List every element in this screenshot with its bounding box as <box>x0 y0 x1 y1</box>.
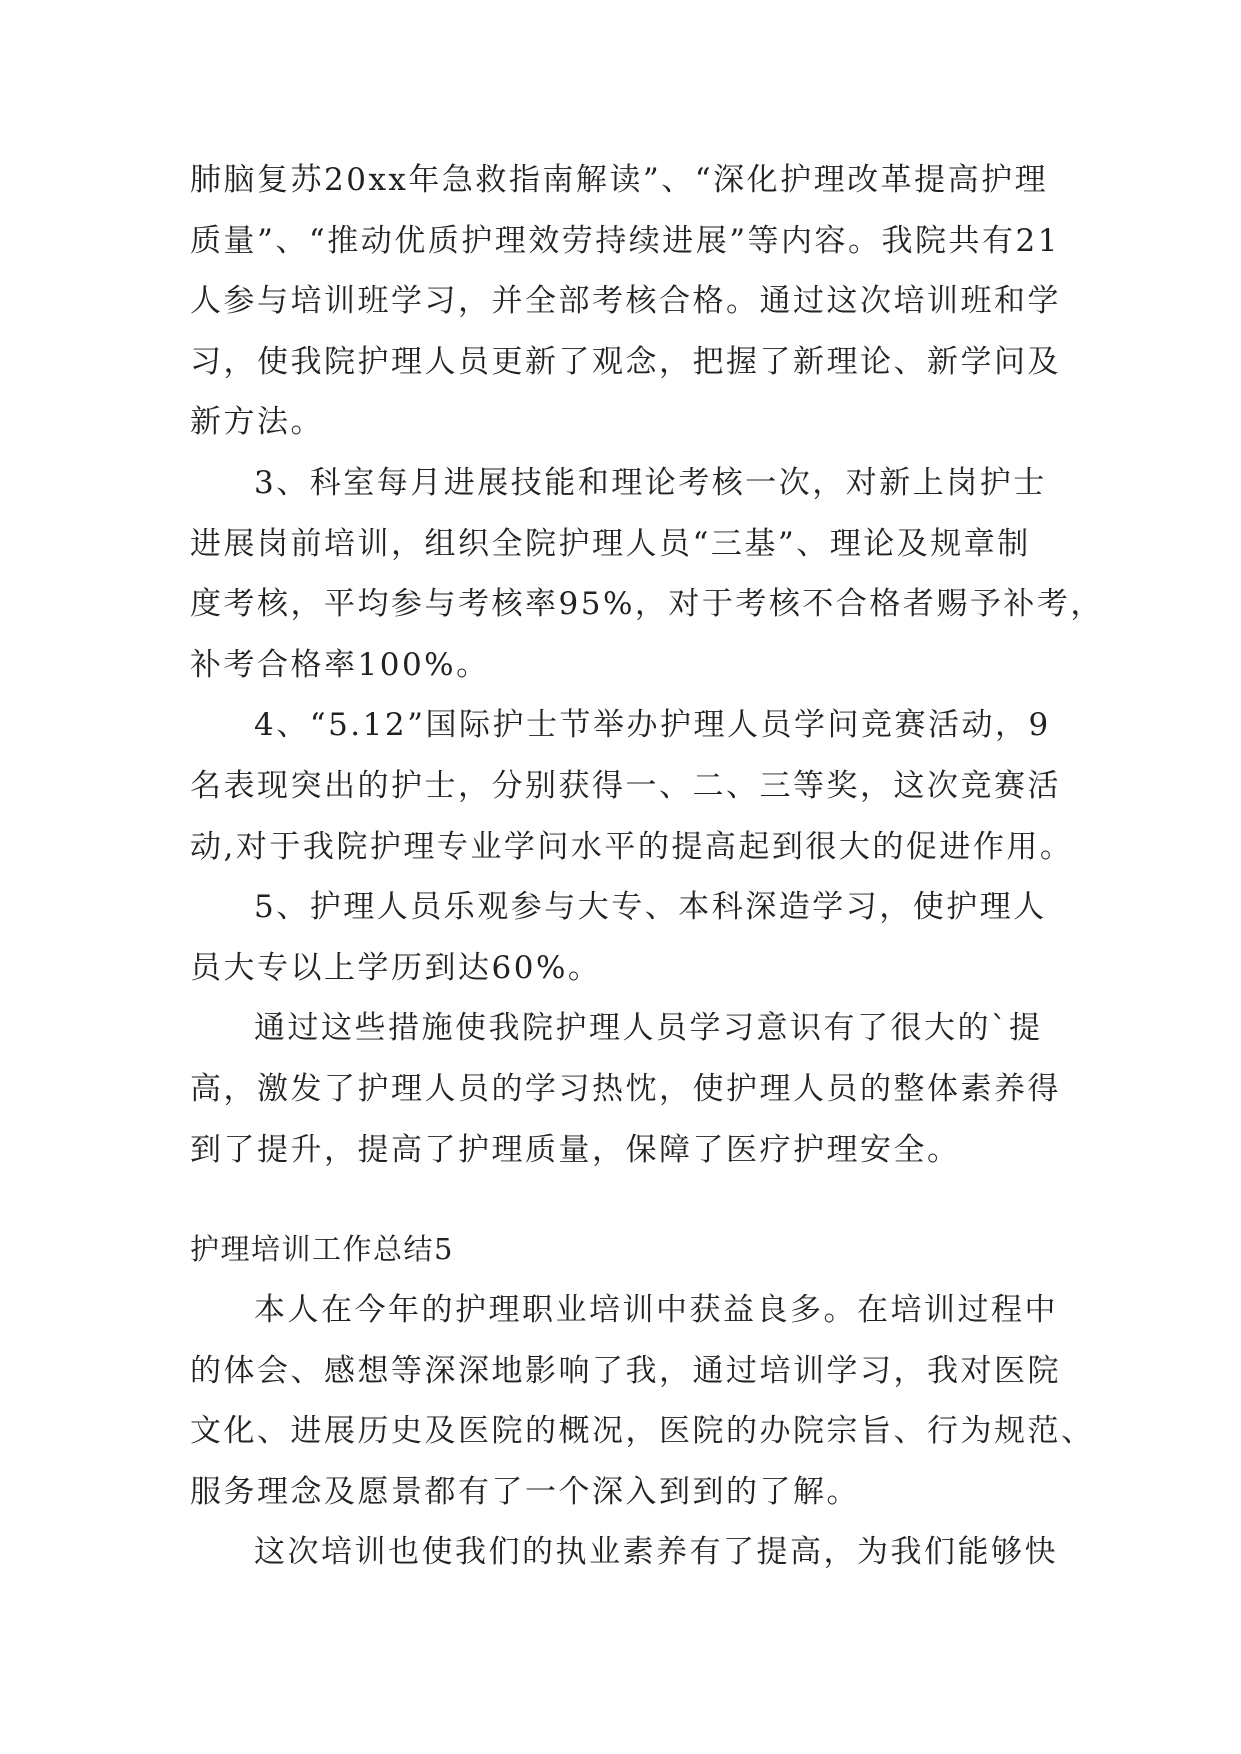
text-line: 人参与培训班学习，并全部考核合格。通过这次培训班和学 <box>190 283 1061 320</box>
text-line: 本人在今年的护理职业培训中获益良多。在培训过程中 <box>254 1292 1058 1329</box>
text-line: 5、护理人员乐观参与大专、本科深造学习，使护理人 <box>254 889 1047 926</box>
text-line: 的体会、感想等深深地影响了我，通过培训学习，我对医院 <box>190 1352 1061 1389</box>
text-line: 进展岗前培训，组织全院护理人员“三基”、理论及规章制 <box>190 525 1031 562</box>
paragraph-item-4 <box>190 695 1074 877</box>
text-line: 员大专以上学历到达60%。 <box>190 949 602 986</box>
text-line: 到了提升，提高了护理质量，保障了医疗护理安全。 <box>190 1131 961 1168</box>
text-line: 3、科室每月进展技能和理论考核一次，对新上岗护士 <box>254 464 1047 501</box>
text-line: 新方法。 <box>190 404 324 441</box>
text-line: 通过这些措施使我院护理人员学习意识有了很大的`提 <box>254 1010 1043 1047</box>
text-line: 高，激发了护理人员的学习热忱，使护理人员的整体素养得 <box>190 1070 1061 1107</box>
text-line: 4、“5.12”国际护士节举办护理人员学问竞赛活动，9 <box>254 707 1051 744</box>
text-line: 这次培训也使我们的执业素养有了提高，为我们能够快 <box>254 1534 1058 1571</box>
text-line: 补考合格率100%。 <box>190 646 490 683</box>
text-line: 服务理念及愿景都有了一个深入到到的了解。 <box>190 1473 860 1510</box>
paragraph-training-content <box>190 150 1070 453</box>
text-line: 动,对于我院护理专业学问水平的提高起到很大的促进作用。 <box>190 828 1074 865</box>
text-line: 习，使我院护理人员更新了观念，把握了新理论、新学问及 <box>190 343 1061 380</box>
text-line: 度考核，平均参与考核率95%，对于考核不合格者赐予补考， <box>190 586 1104 623</box>
text-line: 名表现突出的护士，分别获得一、二、三等奖，这次竞赛活 <box>190 767 1061 804</box>
section-gap <box>190 1180 1070 1224</box>
paragraph-conclusion <box>190 998 1070 1180</box>
text-line: 文化、进展历史及医院的概况，医院的办院宗旨、行为规范、 <box>190 1413 1095 1450</box>
paragraph-section5-intro <box>190 1280 1095 1522</box>
paragraph-item-5 <box>190 877 1070 998</box>
text-line: 质量”、“推动优质护理效劳持续进展”等内容。我院共有21 <box>190 222 1060 259</box>
document-body <box>190 150 1104 1583</box>
paragraph-item-3 <box>190 453 1104 695</box>
paragraph-section5-second <box>190 1522 1070 1583</box>
text-line: 肺脑复苏20xx年急救指南解读”、“深化护理改革提高护理 <box>190 162 1049 198</box>
section-heading: 护理培训工作总结5 <box>190 1232 454 1267</box>
